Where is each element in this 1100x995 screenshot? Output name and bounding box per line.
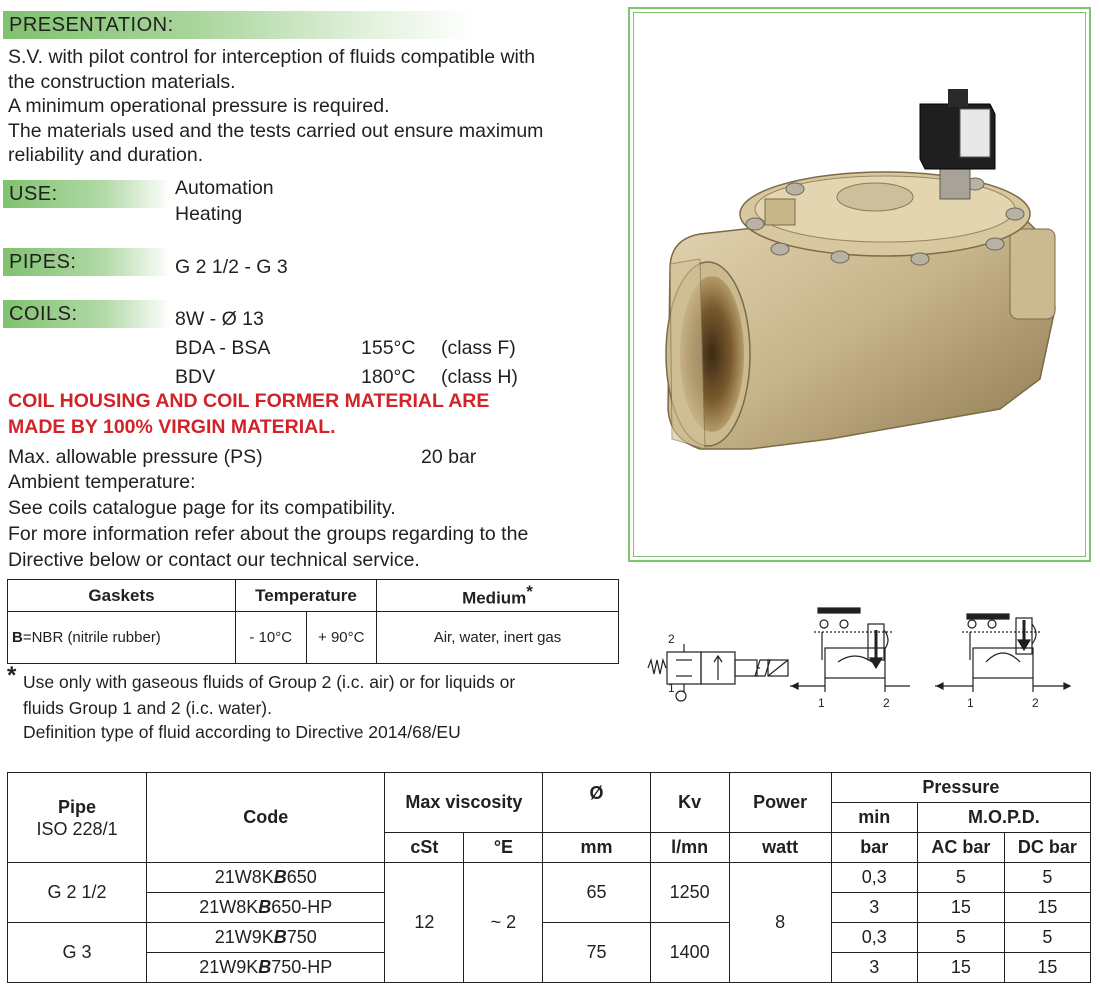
coil-name: BDV <box>175 366 216 388</box>
presentation-line: S.V. with pilot control for interception of fluids compatible with <box>8 46 536 68</box>
footnote-line: Definition type of fluid according to Directive 2014/68/EU <box>23 722 461 742</box>
diagram3-port-1: 1 <box>967 696 974 710</box>
degree-e-cell: ~ 2 <box>464 863 543 983</box>
valve-diagrams <box>640 600 1100 715</box>
dc-bar-header: DC bar <box>1004 833 1090 863</box>
degree-e-header: °E <box>464 833 543 863</box>
viscosity-header: Max viscosity <box>385 773 543 833</box>
pressure-header: Pressure <box>831 773 1090 803</box>
coil-temp: 155°C <box>361 337 416 359</box>
lmn-header: l/mn <box>650 833 729 863</box>
ac-cell: 5 <box>917 923 1004 953</box>
presentation-line: the construction materials. <box>8 70 236 93</box>
gasket-value: B=NBR (nitrile rubber) <box>8 612 236 664</box>
diameter-header: Ø <box>543 773 650 833</box>
info-line: For more information refer about the groups regarding to the <box>8 523 529 545</box>
medium-value: Air, water, inert gas <box>377 612 619 664</box>
power-cell: 8 <box>729 863 831 983</box>
kv-cell: 1250 <box>650 863 729 923</box>
min-header: min <box>831 803 917 833</box>
diagram2-port-1: 1 <box>818 696 825 710</box>
max-pressure-value: 20 bar <box>421 446 477 468</box>
symbol-port-1: 1 <box>668 681 675 695</box>
temperature-header: Temperature <box>236 580 377 612</box>
coil-temp: 180°C <box>361 366 416 388</box>
mopd-header: M.O.P.D. <box>917 803 1090 833</box>
watt-header: watt <box>729 833 831 863</box>
medium-header: Medium* <box>377 580 619 612</box>
pipes-value: G 2 1/2 - G 3 <box>175 256 288 278</box>
min-cell: 3 <box>831 893 917 923</box>
coil-class: (class H) <box>441 366 518 388</box>
code-header: Code <box>147 773 385 863</box>
footnote-line: fluids Group 1 and 2 (i.c. water). <box>23 698 272 718</box>
cst-header: cSt <box>385 833 464 863</box>
presentation-line: The materials used and the tests carried out ensure maximum <box>8 119 544 142</box>
pipe-header: Pipe ISO 228/1 <box>8 773 147 863</box>
code-cell: 21W8KB650 <box>147 863 385 893</box>
presentation-line: reliability and duration. <box>8 144 204 166</box>
table-row <box>8 863 1091 893</box>
info-line: See coils catalogue page for its compatibility. <box>8 497 396 519</box>
coils-power: 8W - Ø 13 <box>175 308 264 330</box>
footnote-mark: * <box>7 662 17 689</box>
gasket-table <box>7 579 619 664</box>
dc-cell: 5 <box>1004 863 1090 893</box>
temp-max: + 90°C <box>306 612 377 664</box>
dc-cell: 5 <box>1004 923 1090 953</box>
symbol-port-2: 2 <box>668 632 675 646</box>
diagram3-port-2: 2 <box>1032 696 1039 710</box>
ac-cell: 15 <box>917 893 1004 923</box>
pipes-heading: PIPES: <box>3 248 171 276</box>
info-line: Directive below or contact our technical service. <box>8 549 420 571</box>
footnote-line: Use only with gaseous fluids of Group 2 (i.c. air) or for liquids or <box>23 672 516 692</box>
solenoid-valve-photo-icon <box>630 9 1089 560</box>
mm-header: mm <box>543 833 650 863</box>
coil-name: BDA - BSA <box>175 337 271 359</box>
max-pressure-label: Max. allowable pressure (PS) <box>8 446 263 468</box>
code-cell: 21W9KB750 <box>147 923 385 953</box>
open-valve-diagram-icon <box>935 614 1070 692</box>
diameter-cell: 65 <box>543 863 650 923</box>
warning-text: COIL HOUSING AND COIL FORMER MATERIAL ARE <box>8 390 490 412</box>
coil-class: (class F) <box>441 337 516 359</box>
power-header: Power <box>729 773 831 833</box>
coils-heading: COILS: <box>3 300 171 328</box>
product-photo-frame <box>628 7 1091 562</box>
bar-header: bar <box>831 833 917 863</box>
ac-cell: 5 <box>917 863 1004 893</box>
code-cell: 21W9KB750-HP <box>147 953 385 983</box>
min-cell: 3 <box>831 953 917 983</box>
kv-header: Kv <box>650 773 729 833</box>
min-cell: 0,3 <box>831 923 917 953</box>
pipe-cell: G 2 1/2 <box>8 863 147 923</box>
code-cell: 21W8KB650-HP <box>147 893 385 923</box>
ac-bar-header: AC bar <box>917 833 1004 863</box>
ac-cell: 15 <box>917 953 1004 983</box>
kv-cell: 1400 <box>650 923 729 983</box>
presentation-heading: PRESENTATION: <box>3 11 474 39</box>
info-line: Ambient temperature: <box>8 471 196 493</box>
dc-cell: 15 <box>1004 893 1090 923</box>
product-table <box>7 772 1091 983</box>
diagram2-port-2: 2 <box>883 696 890 710</box>
warning-text: MADE BY 100% VIRGIN MATERIAL. <box>8 416 336 438</box>
use-heading: USE: <box>3 180 171 208</box>
closed-valve-diagram-icon <box>790 608 910 692</box>
diameter-cell: 75 <box>543 923 650 983</box>
temp-min: - 10°C <box>236 612 307 664</box>
use-value: Heating <box>175 203 243 225</box>
gaskets-header: Gaskets <box>8 580 236 612</box>
dc-cell: 15 <box>1004 953 1090 983</box>
table-row <box>8 923 1091 953</box>
cst-cell: 12 <box>385 863 464 983</box>
min-cell: 0,3 <box>831 863 917 893</box>
pipe-cell: G 3 <box>8 923 147 983</box>
use-value: Automation <box>175 177 274 199</box>
presentation-line: A minimum operational pressure is required. <box>8 95 390 117</box>
